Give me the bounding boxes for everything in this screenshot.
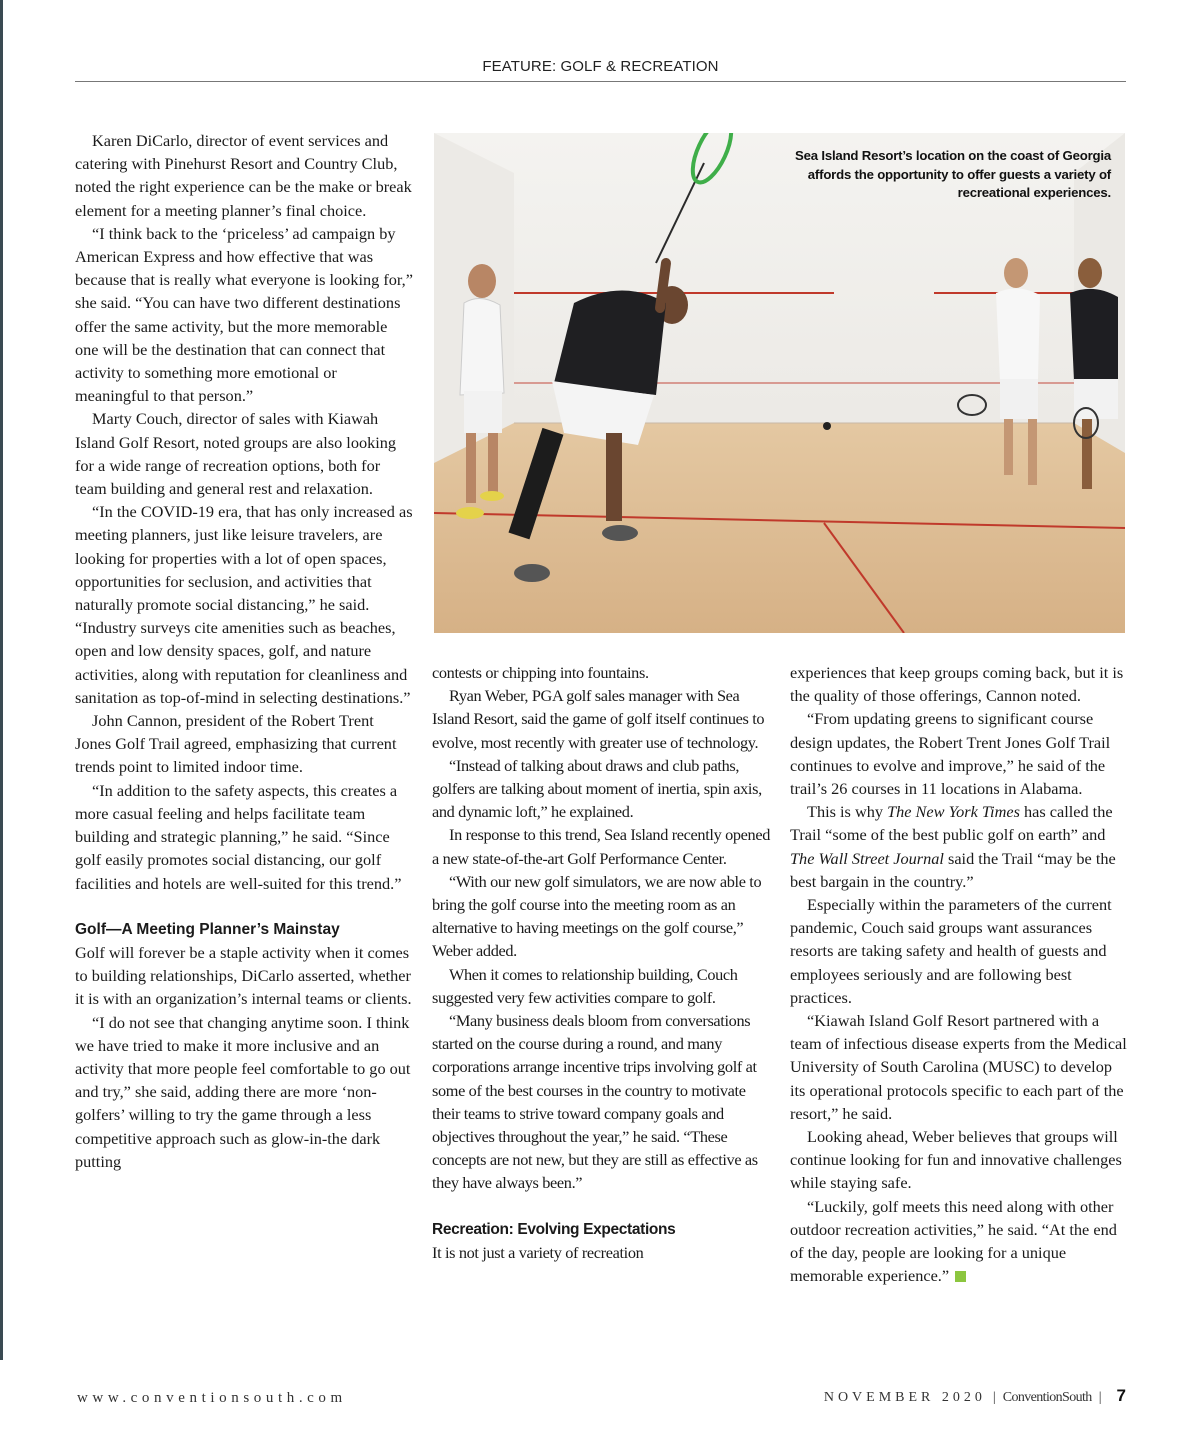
paragraph: “From updating greens to significant course design updates, the Robert Trent Jones Golf Trail continues to evolve and improve,” he said of the trail’s 26 courses in 11 locations in Alabama. <box>790 709 1111 799</box>
paragraph: contests or chipping into fountains. <box>432 663 649 682</box>
paragraph: Especially within the parameters of the current pandemic, Couch said groups want assurances resorts are taking safety and health of guests and employees seriously and are following best practices. <box>790 895 1112 1007</box>
section-title: FEATURE: GOLF & RECREATION <box>482 58 719 75</box>
page-edge-strip <box>0 0 3 1360</box>
publication-name: The Wall Street Journal <box>790 848 944 868</box>
text-run: has called the Trail “some of the best public golf on earth” and <box>790 802 1113 845</box>
paragraph: experiences that keep groups coming back, but it is the quality of those offerings, Cannon noted. <box>790 663 1124 706</box>
paragraph: In response to this trend, Sea Island recently opened a new state-of-the-art Golf Performance Center. <box>432 825 770 868</box>
photo-illustration <box>434 133 1125 633</box>
paragraph: “Instead of talking about draws and club paths, golfers are talking about moment of inertia, spin axis, and dynamic loft,” he explained. <box>432 755 762 822</box>
paragraph: It is not just a variety of recreation <box>432 1242 644 1262</box>
separator: | <box>1098 1390 1102 1405</box>
separator: | <box>992 1390 996 1405</box>
squash-court-photo <box>434 133 1125 633</box>
photo-caption: Sea Island Resort’s location on the coast of Georgia affords the opportunity to offer guests a variety of recreational experiences. <box>795 148 1111 200</box>
article-column-3 <box>790 661 1128 1287</box>
footer-folio <box>824 1386 1126 1406</box>
paragraph: “I think back to the ‘priceless’ ad campaign by American Express and how effective that was because that is really what everyone is looking for,” she said. “You can have two different destinations offer the same activity, but the more memorable one will be the destination that can connect that activity to something more emotional or meaningful to that person.” <box>75 223 413 406</box>
publication-title: ConventionSouth <box>1002 1390 1092 1405</box>
page-number: 7 <box>1116 1386 1126 1405</box>
paragraph: When it comes to relationship building, Couch suggested very few activities compare to golf. <box>432 964 738 1007</box>
subheading-golf: Golf—A Meeting Planner’s Mainstay <box>75 920 340 938</box>
paragraph: Marty Couch, director of sales with Kiawah Island Golf Resort, noted groups are also looking for a wide range of recreation options, both for team building and general rest and relaxation. <box>75 409 397 499</box>
publication-name: The New York Times <box>887 802 1020 822</box>
subheading-recreation: Recreation: Evolving Expectations <box>432 1220 676 1238</box>
text-run: “Luckily, golf meets this need along with other outdoor recreation activities,” he said. “At the end of the day, people are looking for a unique memorable experience.” <box>790 1196 1117 1286</box>
text-run: This is why <box>807 802 888 822</box>
paragraph: “In the COVID-19 era, that has only increased as meeting planners, just like leisure travelers, are looking for properties with a lot of open spaces, opportunities for seclusion, and activities that naturally promote social distancing,” he said. “Industry surveys cite amenities such as beaches, open and low density spaces, golf, and nature activities, along with reputation for cleanliness and sanitation as top-of-mind in selecting destinations.” <box>75 502 413 707</box>
paragraph: “With our new golf simulators, we are now able to bring the golf course into the meeting room as an alternative to having meetings on the golf course,” Weber added. <box>432 871 762 961</box>
paragraph: Ryan Weber, PGA golf sales manager with Sea Island Resort, said the game of golf itself continues to evolve, most recently with greater use of technology. <box>432 686 765 752</box>
paragraph: Golf will forever be a staple activity when it comes to building relationships, DiCarlo asserted, whether it is with an organization’s internal teams or clients. <box>75 942 412 1009</box>
paragraph: “In addition to the safety aspects, this creates a more casual feeling and helps facilitate team building and strategic planning,” he said. “Since golf easily promotes social distancing, our golf facilities and hotels are well-suited for this trend.” <box>75 780 402 893</box>
paragraph: “I do not see that changing anytime soon. I think we have tried to make it more inclusive and an activity that more people feel comfortable to go out and try,” she said, adding there are more ‘non-golfers’ willing to try the game through a less competitive approach such as glow-in-the dark putting <box>75 1012 411 1171</box>
article-column-1 <box>75 129 413 1173</box>
paragraph: “Kiawah Island Golf Resort partnered with a team of infectious disease experts from the Medical University of South Carolina (MUSC) to develop its operational protocols specific to each part of the resort,” he said. <box>790 1011 1127 1123</box>
text-run: said the Trail “may be the best bargain in the country.” <box>790 848 1116 891</box>
article-column-2 <box>432 661 772 1264</box>
paragraph: John Cannon, president of the Robert Trent Jones Golf Trail agreed, emphasizing that current trends point to limited indoor time. <box>75 711 397 777</box>
paragraph: Looking ahead, Weber believes that groups will continue looking for fun and innovative challenges while staying safe. <box>790 1127 1122 1193</box>
issue-date: NOVEMBER 2020 <box>823 1390 986 1405</box>
paragraph: Karen DiCarlo, director of event services and catering with Pinehurst Resort and Country Club, noted the right experience can be the make or break element for a meeting planner’s final choice. <box>75 131 412 220</box>
paragraph <box>790 1195 1128 1288</box>
section-header <box>75 58 1126 82</box>
end-mark-icon <box>955 1271 966 1282</box>
paragraph: “Many business deals bloom from conversations started on the course during a round, and many corporations arrange incentive trips involving golf at some of the best courses in the country to motivate their teams to strive toward company goals and objectives throughout the year,” he said. “These concepts are not new, but they are still as effective as they have always been.” <box>432 1011 758 1193</box>
footer-website: www.conventionsouth.com <box>77 1390 347 1406</box>
paragraph <box>790 800 1128 893</box>
